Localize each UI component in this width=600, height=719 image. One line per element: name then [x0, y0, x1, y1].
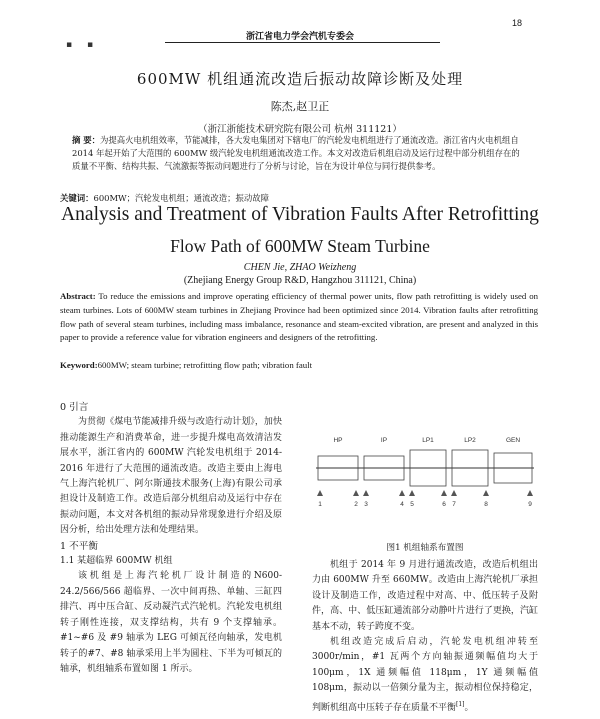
bearing-number: 5 [410, 501, 414, 508]
page-number: 18 [511, 18, 522, 28]
bearing-marker [441, 490, 447, 496]
bearing-number: 6 [442, 501, 446, 508]
bearing-number: 8 [484, 501, 488, 508]
figure-caption: 图1 机组轴系布置图 [386, 543, 464, 553]
header-rule [165, 42, 440, 43]
figure-label-lp2: LP2 [464, 437, 476, 444]
figure-label-gen: GEN [505, 437, 521, 444]
body-right-column [312, 558, 538, 716]
english-title-line2: Flow Path of 600MW Steam Turbine [170, 236, 430, 256]
bearing-marker [409, 490, 415, 496]
figure-label-hp: HP [333, 437, 343, 444]
bearing-number: 7 [452, 501, 456, 508]
bearing-marker [451, 490, 457, 496]
chinese-keywords-label: 关键词： [60, 193, 94, 203]
bearing-marker [527, 490, 533, 496]
shaft-layout-figure [312, 398, 538, 538]
chinese-abstract-text: 为提高火电机组效率，节能减排，各大发电集团对下辖电厂的汽轮发电机组进行了通流改造。浙江省内火电机组自 2014 年起开始了大范围的 600MW 级汽轮发电机组通流改造工作。本文对改造后机组启动及运行过程中部分机组存在的质量不平衡、结构共振、气流激振等振动问题进行了分析与讨论，旨在为设计单位与同行提供参考。 [72, 135, 520, 171]
chinese-title: 600MW 机组通流改造后振动故障诊断及处理 [136, 70, 464, 88]
english-affiliation: (Zhejiang Energy Group R&D, Hangzhou 311121, China) [183, 275, 417, 286]
intro-paragraph: 为贯彻《煤电节能减排升级与改造行动计划》，加快推动能源生产和消费革命，进一步提升煤电高效清洁发展水平，浙江省内的 600MW 汽轮发电机组于 2014-2016 年进行了大范围的通流改造。改造主要由上海电气上海汽轮机厂、阿尔斯通技术服务(上海)有限公司承担设计及制造工作。改造后部分机组启动及运行中存在振动问题，本文对各机组的振动异常现象进行介绍及原因分析，给出处理方法和处理结果。 [60, 417, 282, 536]
bearing-marker [483, 490, 489, 496]
english-authors: CHEN Jie, ZHAO Weizheng [243, 262, 357, 273]
chinese-keywords [60, 192, 520, 204]
bearing-number: 9 [528, 501, 532, 508]
section-1-title: 1 不平衡 [60, 540, 98, 552]
bearing-number: 1 [318, 501, 322, 508]
english-keywords [60, 360, 538, 370]
english-title-line1: Analysis and Treatment of Vibration Faults After Retrofitting [61, 204, 539, 225]
chinese-keywords-text: 600MW；汽轮发电机组；通流改造；振动故障 [93, 193, 270, 203]
english-keywords-text: 600MW; steam turbine; retrofitting flow path; vibration fault [97, 360, 313, 370]
section-0-title: 0 引言 [60, 402, 89, 413]
retrofit-paragraph: 机组于 2014 年 9 月进行通流改造，改造后机组出力由 600MW 升至 660MW。改造由上海汽轮机厂承担设计及制造工作，改造过程中对高、中、低压转子及附件，高、中、低压缸通流部分动静叶片进行了更换，汽缸基本不动，转子跨度不变。 [312, 560, 538, 632]
english-abstract [60, 290, 538, 345]
header-mark: ▪ ▪ [66, 40, 100, 50]
chinese-affiliation: （浙江浙能技术研究院有限公司 杭州 311121） [198, 124, 402, 135]
vibration-paragraph-text: 机组改造完成后启动，汽轮发电机组冲转至 3000r/min，#1 瓦两个方向轴振通频幅值均大于 100μm，1X 通频幅值 118μm，1Y 通频幅值 108μm，振动以一倍频分量为主，振动相位保持稳定，判断机组高中压转子存在质量不平衡 [312, 637, 538, 713]
journal-header: 浙江省电力学会汽机专委会 [245, 32, 354, 42]
bearing-number: 3 [364, 501, 368, 508]
citation-ref: [1] [456, 700, 465, 708]
chinese-abstract [72, 134, 522, 173]
english-keywords-label: Keyword: [60, 360, 98, 370]
chinese-authors: 陈杰,赵卫正 [270, 100, 330, 113]
bearing-number: 4 [400, 501, 404, 508]
vibration-paragraph [312, 635, 538, 716]
english-abstract-text: To reduce the emissions and improve operating efficiency of thermal power units, flow path retrofitting is widely used on steam turbines. Lots of 600MW steam turbines in Zhejiang Province had been optimized since 2014. Vibration faults after retrofitting flow path of several steam turbines, including mass imbalance, resonance and steam-excited vibration, are present and analyzed in this paper to provide a reference value for vibration engineers and designers of the retrofitting. [60, 291, 538, 343]
bearing-marker [399, 490, 405, 496]
bearing-marker [353, 490, 359, 496]
figure-label-lp1: LP1 [422, 437, 434, 444]
chinese-abstract-label: 摘 要： [72, 135, 101, 145]
figure-label-ip: IP [380, 437, 388, 444]
bearing-marker [317, 490, 323, 496]
body-left-column [60, 400, 282, 677]
bearing-marker [363, 490, 369, 496]
unit-description-paragraph: 该机组是上海汽轮机厂设计制造的N600-24.2/566/566 超临界、一次中间再热、单轴、三缸四排汽、再中压合缸、反动凝汽式汽轮机。汽轮发电机组转子刚性连接，双支撑结构，共有 9 个支撑轴承。#1~#6 及 #9 轴承为 LEG 可倾瓦径向轴承，发电机转子的#7、#8 轴承采用上半为圆柱、下半为可倾瓦的轴承，机组轴系布置如图 1 所示。 [60, 571, 282, 674]
vibration-paragraph-end: 。 [464, 702, 474, 713]
english-abstract-label: Abstract: [60, 291, 96, 301]
bearing-number: 2 [354, 501, 358, 508]
subsection-1-1-title: 1.1 某超临界 600MW 机组 [60, 556, 173, 567]
